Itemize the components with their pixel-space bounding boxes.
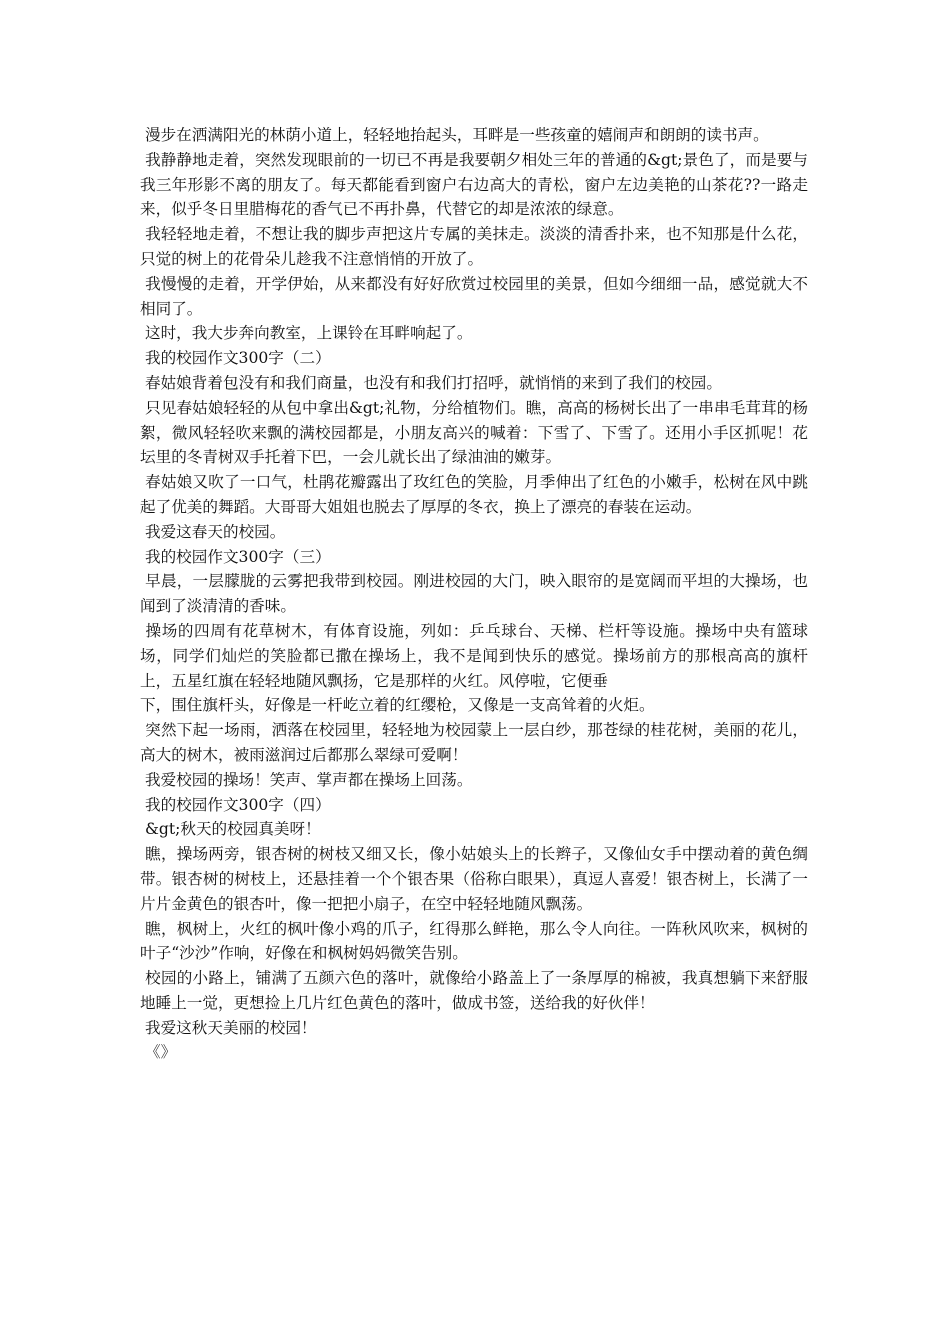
paragraph: 我爱这秋天美丽的校园！ xyxy=(140,1018,317,1037)
paragraph: 《》 xyxy=(140,1043,177,1062)
paragraph: 我爱校园的操场！笑声、掌声都在操场上回荡。 xyxy=(140,770,473,789)
paragraph: 我轻轻地走着，不想让我的脚步声把这片专属的美抹走。淡淡的清香扑来，也不知那是什么花，只觉的树上的花骨朵儿趁我不注意悄悄的开放了。 xyxy=(140,225,808,268)
paragraph: 这时，我大步奔向教室，上课铃在耳畔响起了。 xyxy=(140,324,473,343)
paragraph: 我静静地走着，突然发现眼前的一切已不再是我要朝夕相处三年的普通的&gt;景色了，而是要与我三年形影不离的朋友了。每天都能看到窗户右边高大的青松，窗户左边美艳的山茶花??一路走来，似乎冬日里腊梅花的香气已不再扑鼻，代替它的却是浓浓的绿意。 xyxy=(140,150,808,219)
paragraph: 操场的四周有花草树木，有体育设施，列如：乒乓球台、天梯、栏杆等设施。操场中央有篮球场，同学们灿烂的笑脸都已撒在操场上，我不是闻到快乐的感觉。操场前方的那根高高的旗杆上，五星红旗在轻轻地随风飘扬，它是那样的火红。风停啦，它便垂 下，围住旗杆头，好像是一杆屹立着的红缨枪，又像是一支高耸着的火炬。 xyxy=(140,621,808,715)
section-heading: 我的校园作文300字（四） xyxy=(140,795,331,814)
section-heading: 我的校园作文300字（二） xyxy=(140,349,331,368)
paragraph: 漫步在洒满阳光的林荫小道上，轻轻地抬起头，耳畔是一些孩童的嬉闹声和朗朗的读书声。 xyxy=(140,126,769,144)
document-body xyxy=(140,123,808,1065)
paragraph: 瞧，操场两旁，银杏树的树枝又细又长，像小姑娘头上的长辫子，又像仙女手中摆动着的黄色绸带。银杏树的树枝上，还悬挂着一个个银杏果（俗称白眼果），真逗人喜爱！银杏树上，长满了一片片金黄色的银杏叶，像一把把小扇子，在空中轻轻地随风飘荡。 xyxy=(140,845,808,913)
paragraph: 校园的小路上，铺满了五颜六色的落叶，就像给小路盖上了一条厚厚的棉被，我真想躺下来舒服地睡上一觉，更想捡上几片红色黄色的落叶，做成书签，送给我的好伙伴！ xyxy=(140,969,808,1012)
paragraph: 瞧，枫树上，火红的枫叶像小鸡的爪子，红得那么鲜艳，那么令人向往。一阵秋风吹来，枫树的叶子“沙沙”作响，好像在和枫树妈妈微笑告别。 xyxy=(140,919,808,963)
paragraph: 我爱这春天的校园。 xyxy=(140,522,286,541)
paragraph: 早晨，一层朦胧的云雾把我带到校园。刚进校园的大门，映入眼帘的是宽阔而平坦的大操场，也闻到了淡清清的香味。 xyxy=(140,572,808,616)
paragraph: 春姑娘背着包没有和我们商量，也没有和我们打招呼，就悄悄的来到了我们的校园。 xyxy=(140,373,722,392)
paragraph: 突然下起一场雨，洒落在校园里，轻轻地为校园蒙上一层白纱，那苍绿的桂花树，美丽的花儿，高大的树木，被雨滋润过后都那么翠绿可爱啊！ xyxy=(140,721,808,764)
paragraph: 我慢慢的走着，开学伊始，从来都没有好好欣赏过校园里的美景，但如今细细一品，感觉就大不相同了。 xyxy=(140,274,808,318)
paragraph: 春姑娘又吹了一口气，杜鹃花瓣露出了玫红色的笑脸，月季伸出了红色的小嫩手，松树在风中跳起了优美的舞蹈。大哥哥大姐姐也脱去了厚厚的冬衣，换上了漂亮的春装在运动。 xyxy=(140,473,808,516)
paragraph: &gt;秋天的校园真美呀！ xyxy=(140,820,321,839)
section-heading: 我的校园作文300字（三） xyxy=(140,547,331,566)
paragraph: 只见春姑娘轻轻的从包中拿出&gt;礼物，分给植物们。瞧，高高的杨树长出了一串串毛茸茸的杨絮，微风轻轻吹来飘的满校园都是，小朋友高兴的喊着：下雪了、下雪了。还用小手区抓呢！花坛里的冬青树双手托着下巴，一会儿就长出了绿油油的嫩芽。 xyxy=(140,398,808,467)
